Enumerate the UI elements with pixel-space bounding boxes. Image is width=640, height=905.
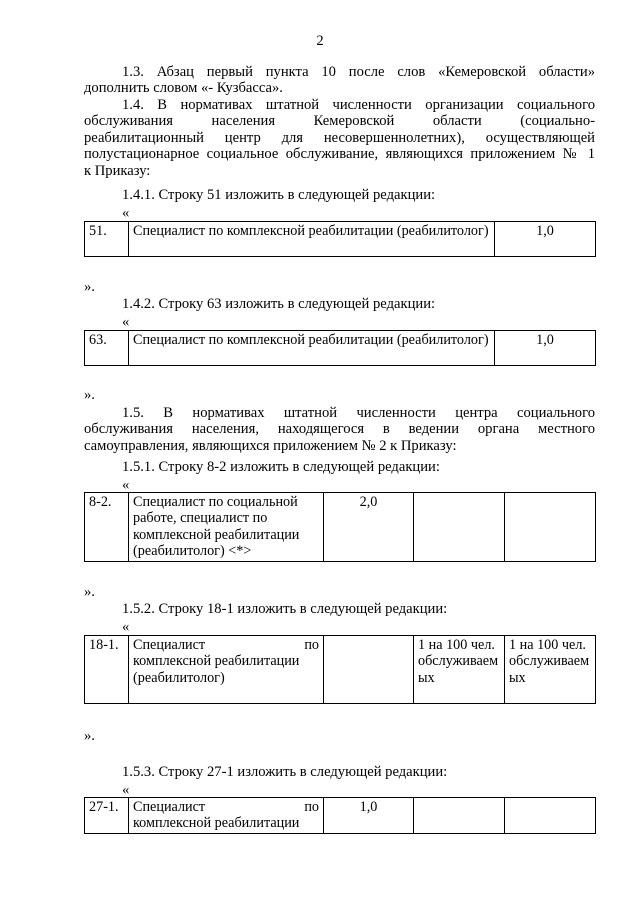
norm-cell: 1 на 100 чел. обслуживаемых [505,636,596,704]
position-name-first-line [133,799,319,815]
position-name-cell: Специалист по комплексной реабилитации (реабилитолог) [129,331,495,366]
table-row-51 [84,221,596,257]
paragraph-line: реабилитационный центр для несовершеннолетних), осуществляющей [84,129,595,146]
staff-units-cell: 1,0 [495,331,596,366]
position-name-word: по [304,799,319,815]
close-quote: ». [84,584,95,600]
table-row-18-1 [84,635,596,704]
row-number-cell: 18-1. [85,636,129,704]
close-quote: ». [84,728,95,744]
position-name-rest: комплексной реабилитации (реабилитолог) [133,653,300,686]
row-number-cell: 8-2. [85,493,129,562]
position-name-cell [129,798,324,834]
open-quote: « [122,477,130,493]
table-row [85,222,596,257]
table-row [85,636,596,704]
staff-units-cell: 1,0 [324,798,414,834]
paragraph-line: дополнить словом «- Кузбасса». [84,80,283,97]
position-name-rest: комплексной реабилитации [133,815,300,832]
norm-cell [414,798,505,834]
paragraph-line: обслуживания населения, находящегося в ведении органа местного [84,421,595,438]
paragraph-1-5-2: 1.5.2. Строку 18-1 изложить в следующей редакции: [122,601,448,617]
paragraph-1-4-2: 1.4.2. Строку 63 изложить в следующей редакции: [122,296,436,312]
position-name-word: Специалист [133,637,206,653]
position-name-word: Специалист [133,799,206,815]
paragraph-line: обслуживания населения Кемеровской области (социально- [84,113,595,130]
close-quote: ». [84,387,95,403]
norm-cell: 1 на 100 чел. обслуживаемых [414,636,505,704]
paragraph-1-4-1: 1.4.1. Строку 51 изложить в следующей редакции: [122,187,436,203]
position-name-cell [129,636,324,704]
open-quote: « [122,205,130,221]
paragraph-line: самоуправления, являющихся приложением № 2 к Приказу: [84,437,457,454]
table-row-8-2 [84,492,596,562]
paragraph-line: полустационарное социальное обслуживание, являющихся приложением № 1 [84,146,595,163]
table-row [85,493,596,562]
paragraph-line: 1.4. В нормативах штатной численности организации социального [122,97,595,113]
position-name-cell: Специалист по комплексной реабилитации (реабилитолог) [129,222,495,257]
staff-units-cell [324,636,414,704]
position-name-first-line [133,637,319,653]
paragraph-line: 1.3. Абзац первый пункта 10 после слов «Кемеровской области» [122,64,595,80]
position-name-cell: Специалист по социальной работе, специалист по комплексной реабилитации (реабилитолог) <*> [129,493,324,562]
norm-cell [505,798,596,834]
open-quote: « [122,619,130,635]
row-number-cell: 51. [85,222,129,257]
staff-units-cell: 1,0 [495,222,596,257]
paragraph-1-5 [84,405,595,454]
open-quote: « [122,314,130,330]
table-row-27-1 [84,797,596,834]
paragraph-line: к Приказу: [84,162,151,179]
row-number-cell: 27-1. [85,798,129,834]
norm-cell [505,493,596,562]
page-number: 2 [316,33,324,49]
close-quote: ». [84,279,95,295]
paragraph-1-5-3: 1.5.3. Строку 27-1 изложить в следующей редакции: [122,764,448,780]
paragraph-1-4 [84,97,595,179]
position-name-word: по [304,637,319,653]
paragraph-1-3 [84,64,595,97]
paragraph-1-5-1: 1.5.1. Строку 8-2 изложить в следующей редакции: [122,459,440,475]
table-row-63 [84,330,596,366]
paragraph-line: 1.5. В нормативах штатной численности центра социального [122,405,595,421]
table-row [85,798,596,834]
norm-cell [414,493,505,562]
open-quote: « [122,782,130,798]
table-row [85,331,596,366]
staff-units-cell: 2,0 [324,493,414,562]
row-number-cell: 63. [85,331,129,366]
